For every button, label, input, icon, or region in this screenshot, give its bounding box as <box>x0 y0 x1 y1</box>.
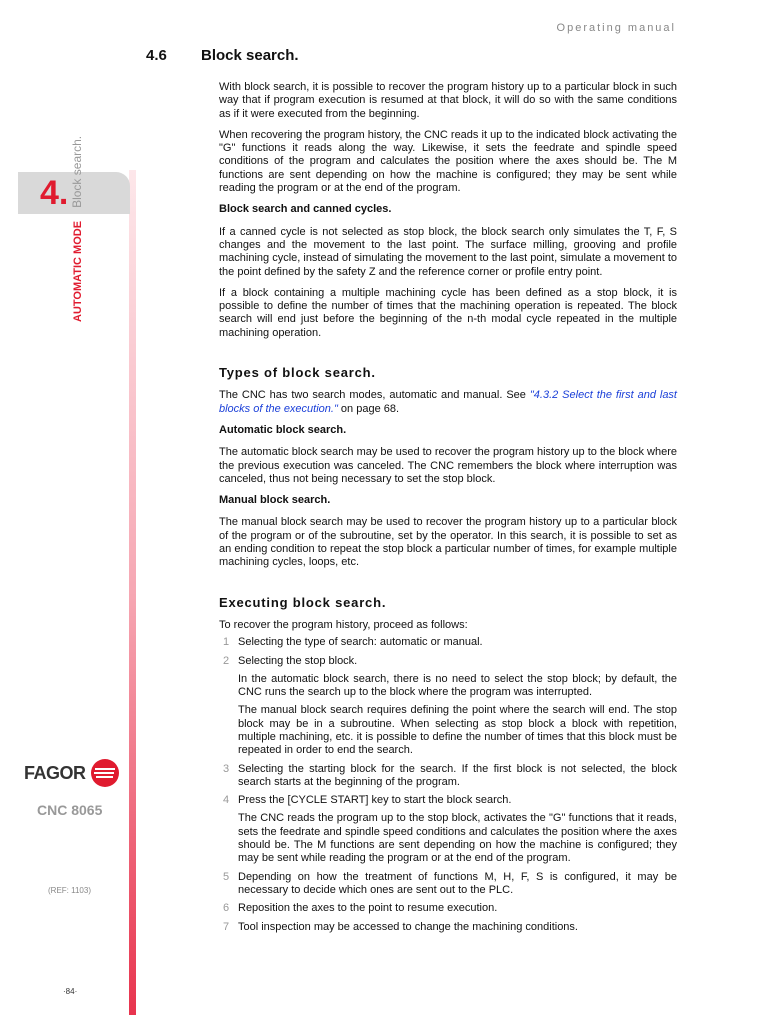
main-content <box>219 81 677 939</box>
types-intro <box>219 389 677 416</box>
brand <box>24 758 120 788</box>
step-text: Depending on how the treatment of functions M, H, F, S is configured, it may be necessary to decide which ones are sent out to the PLC. <box>238 870 677 896</box>
manual-search-text: The manual block search may be used to recover the program history up to a particular block of the program or of the subroutine, set by the operator. In this search, it is possible to set as an ending condition to repeat the stop block a particular number of times, for example multiple machining cycles, loops, etc. <box>219 516 677 569</box>
brand-name: FAGOR <box>24 762 86 783</box>
step-number: 2 <box>223 654 230 667</box>
list-item <box>219 794 677 865</box>
step-text: Press the [CYCLE START] key to start the block search. <box>238 794 512 807</box>
step-number: 7 <box>223 920 230 933</box>
executing-intro: To recover the program history, proceed as follows: <box>219 618 468 631</box>
step-text: Selecting the starting block for the search. If the first block is not selected, the block search starts at the beginning of the program. <box>238 762 677 788</box>
fagor-logo-icon <box>90 758 120 788</box>
chapter-color-bar <box>129 170 136 1015</box>
types-intro-text: The CNC has two search modes, automatic and manual. See <box>219 389 530 402</box>
cross-reference-link[interactable]: "4.3.2 Select the first and last blocks of the execution." <box>219 389 677 415</box>
automatic-search-text: The automatic block search may be used to recover the program history up to the block where the previous execution was canceled. The CNC remembers the block where interruption was canceled, thus not being necessary to set the stop block. <box>219 446 677 485</box>
types-heading: Types of block search. <box>219 365 376 381</box>
step-detail: In the automatic block search, there is no need to select the stop block; by default, the CNC runs the search up to the block where the program was interrupted. <box>238 672 677 699</box>
automatic-search-heading: Automatic block search. <box>219 423 347 436</box>
chapter-side-label <box>70 136 84 322</box>
step-text: Selecting the stop block. <box>238 654 358 667</box>
list-item <box>219 921 677 934</box>
chapter-title: AUTOMATIC MODE <box>72 220 84 322</box>
list-item <box>219 871 677 898</box>
header-title: Operating manual <box>556 22 676 34</box>
section-number: 4.6 <box>146 47 167 64</box>
section-title: Block search. <box>201 47 299 64</box>
list-item <box>219 636 677 649</box>
list-item <box>219 763 677 790</box>
section-heading <box>146 47 299 64</box>
canned-paragraph: If a block containing a multiple machining cycle has been defined as a stop block, it is possible to define the number of times that the machining operation is repeated. The block search will end just before the beginning of the n-th modal cycle repeated in the multiple machining operation. <box>219 286 677 339</box>
step-number: 6 <box>223 902 230 915</box>
chapter-subtitle: Block search. <box>70 135 84 208</box>
canned-paragraph: If a canned cycle is not selected as stop block, the block search only simulates the T, F, S changes and the movement to the last point. The surface milling, grooving and profile machining cycle, instead of simulating the movement to the last point, simulate a movement to the point defined by the safety Z and the reference corner or profile entry point. <box>219 225 677 278</box>
intro-paragraph: With block search, it is possible to recover the program history up to a particular block in such way that if program execution is resumed at that block, it will do so with the same conditions as if it were executed from the beginning. <box>219 81 677 120</box>
manual-search-heading: Manual block search. <box>219 494 331 507</box>
step-number: 1 <box>223 636 230 649</box>
chapter-number: 4. <box>40 174 69 212</box>
step-detail: The CNC reads the program up to the stop block, activates the "G" functions that it reads, sets the feedrate and spindle speed conditions and calculates the position where the axes should be. The M functions are sent depending on how the machine is configured; they may be sent while reading the program or at the end of the program. <box>238 812 677 865</box>
step-number: 3 <box>223 762 230 775</box>
list-item <box>219 655 677 758</box>
list-item <box>219 902 677 915</box>
page-number: ·84· <box>63 987 78 996</box>
reference-label: (REF: 1103) <box>48 886 91 895</box>
step-number: 4 <box>223 794 230 807</box>
types-intro-suffix: on page 68. <box>337 402 400 415</box>
step-text: Reposition the axes to the point to resume execution. <box>238 902 498 915</box>
model-name: CNC 8065 <box>37 802 103 818</box>
step-text: Tool inspection may be accessed to change the machining conditions. <box>238 920 578 933</box>
canned-cycles-heading: Block search and canned cycles. <box>219 203 392 216</box>
intro-paragraph: When recovering the program history, the CNC reads it up to the indicated block activating the "G" functions it reads along the way. Likewise, it sets the feedrate and spindle speed conditions of the program and calculates the position where the axes should be. The M functions are sent depending on how the machine is configured; they may be sent while reading the program or at the end of the program. <box>219 128 677 195</box>
step-text: Selecting the type of search: automatic or manual. <box>238 636 483 649</box>
step-detail: The manual block search requires defining the point where the search will end. The stop block may be in a subroutine. When selecting as stop block a block with repetition, multiple machining, etc. it is possible to define the number of times that this block must be repeated in order to end the search. <box>238 704 677 757</box>
executing-heading: Executing block search. <box>219 594 387 610</box>
steps-list <box>219 636 677 934</box>
step-number: 5 <box>223 870 230 883</box>
